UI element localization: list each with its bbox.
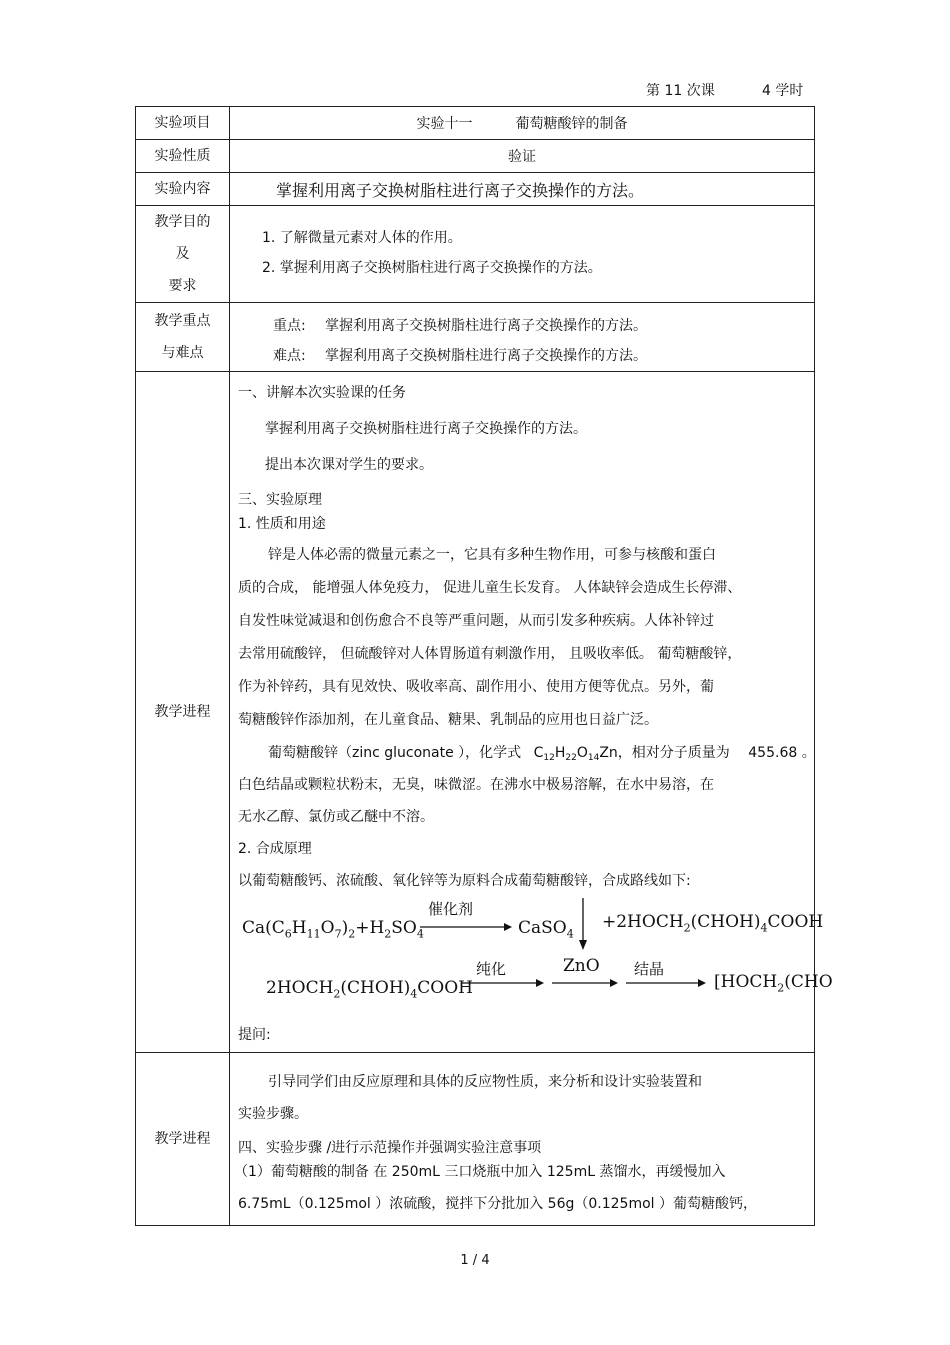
molecular-mass: 455.68 。: [748, 745, 816, 761]
key-point-label: 重点:: [273, 318, 306, 334]
nature-value: 验证: [230, 140, 815, 173]
body-line-3: 自发性味觉减退和创伤愈合不良等严重问题，从而引发多种疾病。人体补锌过: [238, 613, 714, 629]
label-goals-line2: 及: [175, 246, 190, 262]
section-3-title: 三、实验原理: [238, 492, 322, 508]
key-point-text: 掌握利用离子交换树脂柱进行离子交换操作的方法。: [325, 318, 647, 334]
eq1-product: CaSO$_4$: [518, 918, 574, 941]
label-goals-line1: 教学目的: [154, 214, 211, 230]
eq2-arrow-1: [462, 976, 544, 990]
goal-item-1: 1. 了解微量元素对人体的作用。: [262, 230, 462, 246]
guide-line-2: 实验步骤。: [238, 1106, 308, 1122]
label-goals-line3: 要求: [168, 278, 197, 294]
difficulty-label: 难点:: [273, 348, 306, 364]
section-1-title: 一、讲解本次实验课的任务: [238, 385, 406, 401]
row-focus: [136, 303, 815, 372]
row-goals: [136, 206, 815, 303]
section-3-sub-1: 1. 性质和用途: [238, 516, 326, 532]
label-project: 实验项目: [136, 107, 230, 140]
formula-o: O: [576, 745, 588, 761]
session-number: 第 11 次课: [646, 83, 715, 99]
chemical-formula: [534, 745, 730, 761]
focus-value: [230, 303, 815, 372]
eq2-arrow-2: [552, 976, 618, 990]
formula-c-count: 12: [543, 753, 555, 763]
goals-value: [230, 206, 815, 303]
eq1-reactants: $Ca(C_6H_{11}O_7)_2+H_2SO_4$: [242, 918, 424, 941]
project-title: 葡萄糖酸锌的制备: [515, 116, 628, 132]
body-line-9: 无水乙醇、氯仿或乙醚中不溶。: [238, 809, 434, 825]
precipitate-arrow: [576, 898, 590, 950]
eq2-arrow-3: [626, 976, 706, 990]
page-number: 1 / 4: [460, 1253, 490, 1268]
row-nature: [136, 140, 815, 173]
eq1-catalyst: 催化剂: [428, 900, 474, 918]
eq1-gluconic-acid: $+2HOCH_2(CHOH)_4COOH$: [602, 912, 824, 935]
section-4-title: 四、实验步骤 /进行示范操作并强调实验注意事项: [238, 1140, 542, 1156]
row-process-1: [136, 372, 815, 1053]
section-1-para-2: 提出本次课对学生的要求。: [265, 457, 433, 473]
eq2-crystallize: 结晶: [634, 960, 665, 978]
label-nature: 实验性质: [136, 140, 230, 173]
row-process-2: [136, 1053, 815, 1226]
step-line-2: 6.75mL（0.125mol ）浓硫酸，搅拌下分批加入 56g（0.125mol ）葡萄糖酸钙，: [238, 1196, 758, 1212]
project-number: 实验十一: [416, 116, 473, 132]
process-2-value: [230, 1053, 815, 1226]
label-process-1: 教学进程: [136, 372, 230, 1053]
content-text: 掌握利用离子交换树脂柱进行离子交换操作的方法。: [276, 180, 645, 200]
eq2-product: [$HOCH_2(CHO$: [714, 972, 833, 995]
label-process-2: 教学进程: [136, 1053, 230, 1226]
difficulty-text: 掌握利用离子交换树脂柱进行离子交换操作的方法。: [325, 348, 647, 364]
eq2-zno: ZnO: [563, 956, 600, 976]
formula-h: H: [554, 745, 566, 761]
page-header: [0, 80, 950, 100]
eq2-reactant: $2HOCH_2(CHOH)_4COOH$: [266, 978, 473, 1001]
question-label: 提问:: [238, 1027, 271, 1043]
gluconate-intro: 葡萄糖酸锌（zinc gluconate ），化学式: [268, 745, 522, 761]
guide-line-1: 引导同学们由反应原理和具体的反应物性质，来分析和设计实验装置和: [268, 1074, 702, 1090]
step-line-1: （1）葡萄糖酸的制备 在 250mL 三口烧瓶中加入 125mL 蒸馏水，再缓慢加入: [234, 1164, 726, 1180]
content-value: [230, 173, 815, 206]
body-line-5: 作为补锌药，具有见效快、吸收率高、副作用小、使用方便等优点。另外，葡: [238, 679, 714, 695]
goal-item-2: 2. 掌握利用离子交换树脂柱进行离子交换操作的方法。: [262, 260, 602, 276]
reaction-scheme: [230, 892, 833, 1012]
body-line-4: 去常用硫酸锌， 但硫酸锌对人体胃肠道有刺激作用， 且吸收率低。 葡萄糖酸锌，: [238, 646, 742, 662]
body-line-8: 白色结晶或颗粒状粉末，无臭，味微涩。在沸水中极易溶解，在水中易溶，在: [238, 777, 714, 793]
eq1-arrow: [420, 920, 512, 934]
label-goals: [136, 206, 230, 303]
formula-o-count: 14: [587, 753, 600, 763]
label-focus-line1: 教学重点: [154, 313, 211, 329]
session-hours: 4 学时: [762, 83, 804, 99]
body-line-10: 以葡萄糖酸钙、浓硫酸、氧化锌等为原料合成葡萄糖酸锌，合成路线如下:: [238, 873, 691, 889]
process-1-value: [230, 372, 833, 1053]
row-project: [136, 107, 815, 140]
section-1-para-1: 掌握利用离子交换树脂柱进行离子交换操作的方法。: [265, 421, 587, 437]
formula-zn: Zn，相对分子质量为: [599, 745, 730, 761]
section-3-sub-2: 2. 合成原理: [238, 841, 312, 857]
body-line-6: 萄糖酸锌作添加剂，在儿童食品、糖果、乳制品的应用也日益广泛。: [238, 712, 658, 728]
lesson-plan-table: [135, 106, 833, 1226]
body-line-2: 质的合成， 能增强人体免疫力， 促进儿童生长发育。 人体缺锌会造成生长停滞、: [238, 580, 742, 596]
label-content: 实验内容: [136, 173, 230, 206]
eq2-purify: 纯化: [476, 960, 507, 978]
label-focus-line2: 与难点: [161, 345, 204, 361]
row-content: [136, 173, 815, 206]
project-value: [230, 107, 815, 140]
body-line-1: 锌是人体必需的微量元素之一，它具有多种生物作用，可参与核酸和蛋白: [268, 547, 716, 563]
body-line-7: [268, 742, 816, 763]
formula-c: C: [533, 745, 544, 761]
formula-h-count: 22: [565, 753, 577, 763]
label-focus: [136, 303, 230, 372]
